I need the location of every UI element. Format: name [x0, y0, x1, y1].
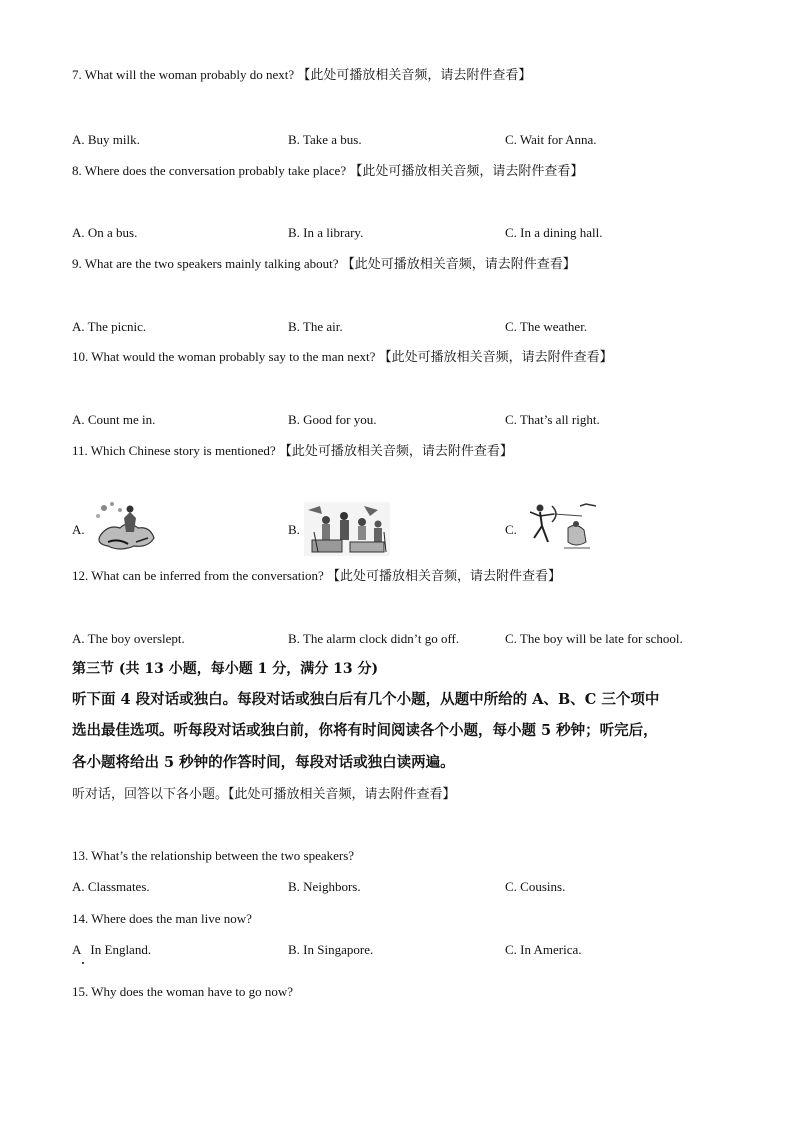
section-3-instruction-1: 听下面 4 段对话或独白。每段对话或独白后有几个小题，从题中所给的 A、B、C 三个项中: [72, 691, 660, 708]
q13-option-a: A. Classmates.: [72, 879, 150, 894]
q11-picture-b: [304, 502, 390, 556]
section-3-instruction-3: 各小题将给出 5 秒钟的作答时间，每段对话或独白读两遍。: [72, 754, 455, 771]
q10-option-a: A. Count me in.: [72, 412, 156, 427]
q14-option-a: A In England.: [72, 942, 152, 957]
q7-option-a: A. Buy milk.: [72, 132, 140, 147]
q10-option-b: B. Good for you.: [288, 412, 377, 427]
section-3-heading: 第三节 (共 13 小题，每小题 1 分，满分 13 分): [72, 661, 379, 677]
q8-option-b: B. In a library.: [288, 225, 364, 240]
q12-option-b: B. The alarm clock didn’t go off.: [288, 631, 460, 646]
q11-option-b: B.: [288, 522, 300, 537]
q8-option-a: A. On a bus.: [72, 225, 138, 240]
q11-picture-c: [520, 502, 600, 554]
q7-option-b: B. Take a bus.: [288, 132, 362, 147]
q9-option-a: A. The picnic.: [72, 319, 147, 334]
q10-option-c: C. That’s all right.: [505, 412, 600, 427]
q13-option-c: C. Cousins.: [505, 879, 566, 894]
q11-option-a: A.: [72, 522, 85, 537]
question-11: 11. Which Chinese story is mentioned? 【此处可播放相关音频，请去附件查看】: [72, 443, 513, 458]
question-15: 15. Why does the woman have to go now?: [72, 984, 294, 999]
q14-option-c: C. In America.: [505, 942, 582, 957]
q11-picture-a: [90, 498, 162, 556]
question-7: 7. What will the woman probably do next? 【此处可播放相关音频，请去附件查看】: [72, 67, 532, 82]
q7-option-c: C. Wait for Anna.: [505, 132, 597, 147]
q12-option-a: A. The boy overslept.: [72, 631, 185, 646]
q8-option-c: C. In a dining hall.: [505, 225, 603, 240]
q13-option-b: B. Neighbors.: [288, 879, 361, 894]
listen-instruction: 听对话，回答以下各小题。【此处可播放相关音频，请去附件查看】: [72, 786, 456, 801]
question-10: 10. What would the woman probably say to the man next? 【此处可播放相关音频，请去附件查看】: [72, 349, 613, 364]
q12-option-c: C. The boy will be late for school.: [505, 631, 683, 646]
q11-option-c: C.: [505, 522, 517, 537]
q9-option-b: B. The air.: [288, 319, 343, 334]
question-8: 8. Where does the conversation probably take place? 【此处可播放相关音频，请去附件查看】: [72, 163, 584, 178]
question-9: 9. What are the two speakers mainly talking about? 【此处可播放相关音频，请去附件查看】: [72, 256, 576, 271]
stray-dot: [82, 962, 84, 964]
question-12: 12. What can be inferred from the conversation? 【此处可播放相关音频，请去附件查看】: [72, 568, 561, 583]
q9-option-c: C. The weather.: [505, 319, 588, 334]
question-14: 14. Where does the man live now?: [72, 911, 252, 926]
section-3-instruction-2: 选出最佳选项。听每段对话或独白前，你将有时间阅读各个小题，每小题 5 秒钟；听完后，: [72, 722, 658, 739]
question-13: 13. What’s the relationship between the two speakers?: [72, 848, 355, 863]
q14-option-b: B. In Singapore.: [288, 942, 374, 957]
